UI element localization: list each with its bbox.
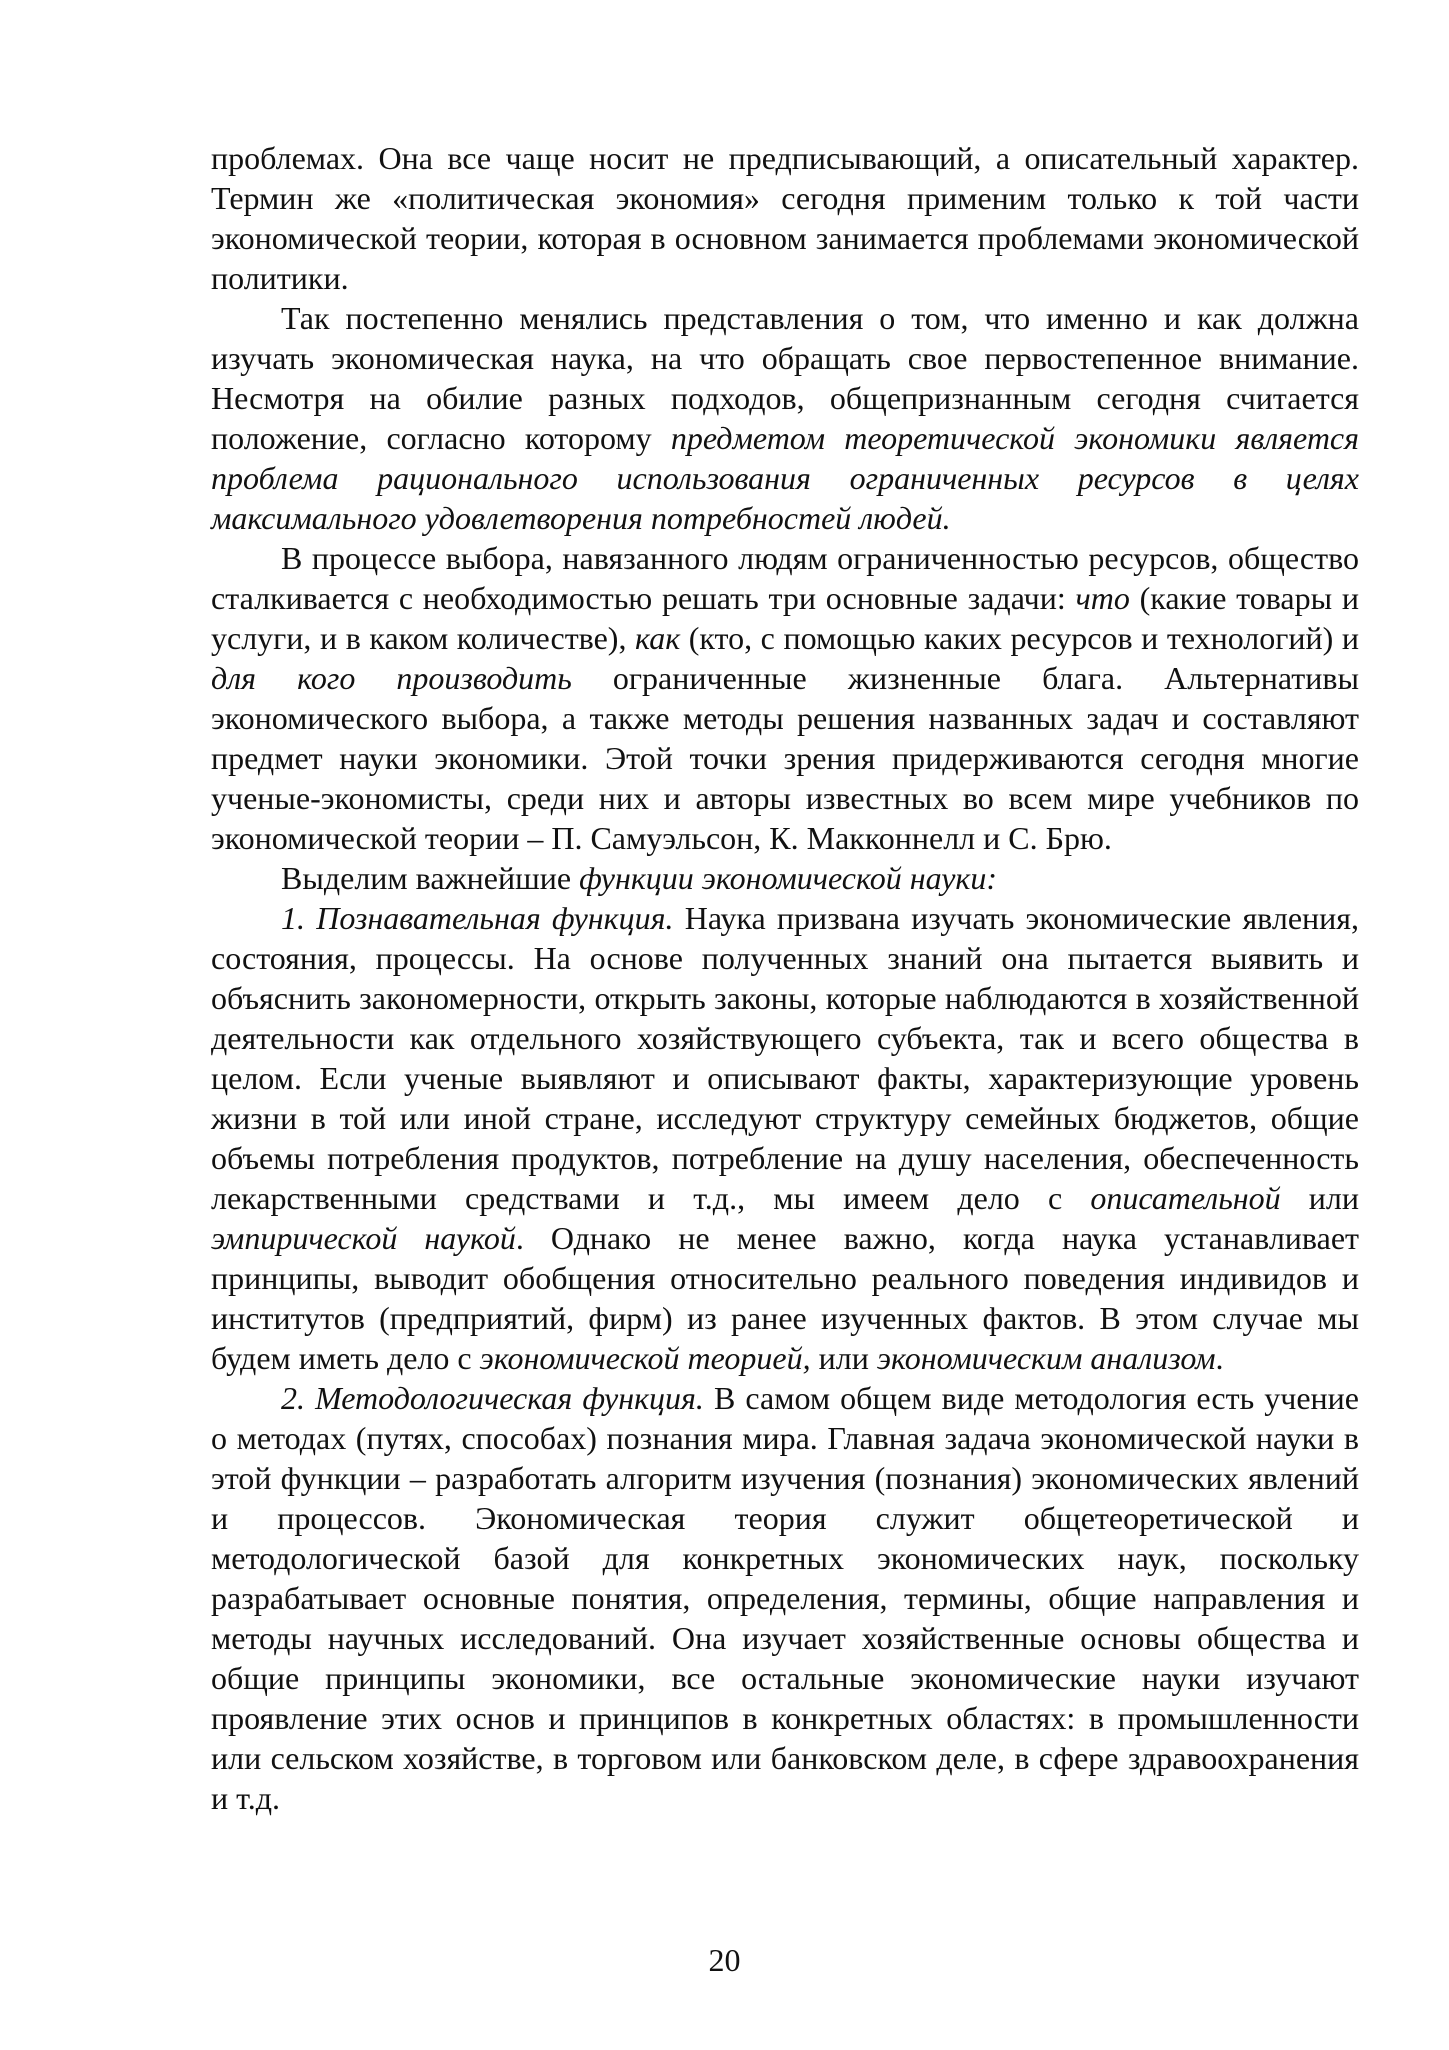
paragraph-text: Так постепенно менялись представления о том, что именно и как должна изучать экономическая наука, на что обращать свое первостепенное внимание. Несмотря на обилие разных подходов, общепризнанным сегодня считается положение, согласно которому xyxy=(211,300,1359,456)
emphasis-text: 2. Методологическая функция. xyxy=(281,1380,704,1416)
emphasis-text: для кого производить xyxy=(211,660,572,696)
emphasis-text: описательной xyxy=(1090,1180,1281,1216)
emphasis-text: эмпирической наукой xyxy=(211,1220,516,1256)
paragraph-text: . Однако не менее важно, когда наука устанавливает принципы, выводит обобщения относительно реального поведения индивидов и институтов (предприятий, фирм) из ранее изученных фактов. В этом случае мы будем иметь дело с xyxy=(211,1220,1359,1376)
paragraph-text: (какие товары и услуги, и в каком количестве), xyxy=(211,580,1360,656)
paragraph-text: Выделим важнейшие xyxy=(281,860,580,896)
emphasis-text: как xyxy=(635,620,681,656)
paragraph-text: или xyxy=(810,1340,877,1376)
paragraph-text: или xyxy=(1280,1180,1360,1216)
paragraph-5 xyxy=(211,898,1359,1378)
paragraph-text: Наука призвана изучать экономические явления, состояния, процессы. На основе полученных знаний она пытается выявить и объяснить закономерности, открыть законы, которые наблюдаются в хозяйственной деятельности как отдельного хозяйствующего субъекта, так и всего общества в целом. Если ученые выявляют и описывают факты, характеризующие уровень жизни в той или иной стране, исследуют структуру семейных бюджетов, общие объемы потребления продуктов, потребление на душу населения, обеспеченность лекарственными средствами и т.д., мы имеем дело с xyxy=(211,900,1360,1216)
paragraph-text: В процессе выбора, навязанного людям ограниченностью ресурсов, общество сталкивается с необходимостью решать три основные задачи: xyxy=(211,540,1359,616)
paragraph-2 xyxy=(211,298,1359,538)
emphasis-text: функции экономической науки: xyxy=(579,860,998,896)
page-number: 20 xyxy=(708,1942,741,1978)
emphasis-text: предметом теоретической экономики является проблема рационального использования ограниченных ресурсов в целях максимального удовлетворения потребностей людей. xyxy=(211,420,1360,536)
paragraph-4 xyxy=(211,858,1359,898)
paragraph-1 xyxy=(211,138,1359,298)
emphasis-text: экономическим анализом xyxy=(876,1340,1216,1376)
emphasis-text: что xyxy=(1075,580,1130,616)
paragraph-text: В самом общем виде методология есть учение о методах (путях, способах) познания мира. Главная задача экономической науки в этой функции – разработать алгоритм изучения (познания) экономических явлений и процессов. Экономическая теория служит общетеоретической и методологической базой для конкретных экономических наук, поскольку разрабатывает основные понятия, определения, термины, общие направления и методы научных исследований. Она изучает хозяйственные основы общества и общие принципы экономики, все остальные экономические науки изучают проявление этих основ и принципов в конкретных областях: в промышленности или сельском хозяйстве, в торговом или банковском деле, в сфере здравоохранения и т.д. xyxy=(211,1380,1360,1816)
emphasis-text: экономической теорией, xyxy=(479,1340,811,1376)
paragraph-text: проблемах. Она все чаще носит не предписывающий, а описательный характер. Термин же «политическая экономия» сегодня применим только к той части экономической теории, которая в основном занимается проблемами экономической политики. xyxy=(211,140,1359,296)
paragraph-6 xyxy=(211,1378,1359,1818)
paragraph-text: . xyxy=(1215,1340,1224,1376)
page-body xyxy=(211,138,1359,1898)
paragraph-3 xyxy=(211,538,1359,858)
emphasis-text: 1. Познавательная функция. xyxy=(281,900,674,936)
paragraph-text: (кто, с помощью каких ресурсов и технологий) и xyxy=(680,620,1359,656)
paragraph-text: ограниченные жизненные блага. Альтернативы экономического выбора, а также методы решения названных задач и составляют предмет науки экономики. Этой точки зрения придерживаются сегодня многие ученые-экономисты, среди них и авторы известных во всем мире учебников по экономической теории – П. Самуэльсон, К. Макконнелл и С. Брю. xyxy=(211,660,1360,856)
